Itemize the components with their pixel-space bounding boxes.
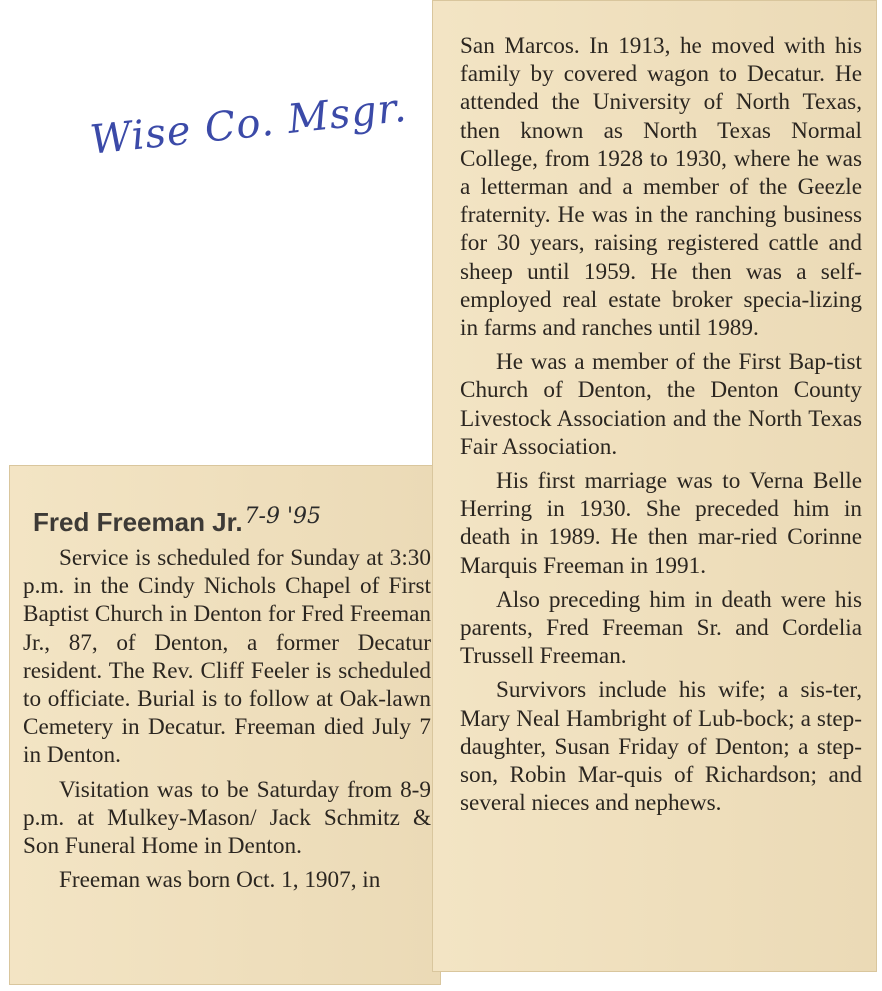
- paragraph-service: Service is scheduled for Sunday at 3:30 p.m. in the Cindy Nichols Chapel of First Baptist Church in Denton for Fred Freeman Jr., 87, of Denton, a former Decatur resident. The Rev. Cliff Feeler is scheduled to officiate. Burial is to follow at Oak-lawn Cemetery in Decatur. Freeman died July 7 in Denton.: [23, 545, 431, 769]
- obituary-headline: [33, 505, 431, 542]
- paragraph-marriage: His first marriage was to Verna Belle Herring in 1930. She preceded him in death in 1989. He then mar-ried Corinne Marquis Freeman in 1991.: [460, 468, 862, 579]
- paragraph-memberships: He was a member of the First Bap-tist Church of Denton, the Denton County Livestock Association and the North Texas Fair Association.: [460, 349, 862, 460]
- paragraph-visitation: Visitation was to be Saturday from 8-9 p.m. at Mulkey-Mason/ Jack Schmitz & Son Funeral Home in Denton.: [23, 776, 431, 860]
- paragraph-birth: Freeman was born Oct. 1, 1907, in: [59, 867, 381, 894]
- obituary-right-column: [460, 32, 862, 817]
- headline-text: Fred Freeman Jr.: [33, 507, 243, 537]
- handwritten-note: Wise Co. Msgr.: [88, 84, 410, 164]
- paragraph-preceded: Also preceding him in death were his parents, Fred Freeman Sr. and Cordelia Trussell Freeman.: [460, 586, 862, 670]
- handwritten-date: 7-9 '95: [244, 504, 322, 529]
- obituary-left-column: [23, 505, 431, 894]
- paragraph-survivors: Survivors include his wife; a sis-ter, Mary Neal Hambright of Lub-bock; a step-daughter, Susan Friday of Denton; a step-son, Robin Mar-quis of Richardson; and several nieces and nephews.: [460, 677, 862, 817]
- paragraph-biography: San Marcos. In 1913, he moved with his family by covered wagon to Decatur. He attended the University of North Texas, then known as North Texas Normal College, from 1928 to 1930, where he was a letterman and a member of the Geezle fraternity. He was in the ranching business for 30 years, raising registered cattle and sheep until 1959. He then was a self-employed real estate broker specia-lizing in farms and ranches until 1989.: [460, 33, 862, 342]
